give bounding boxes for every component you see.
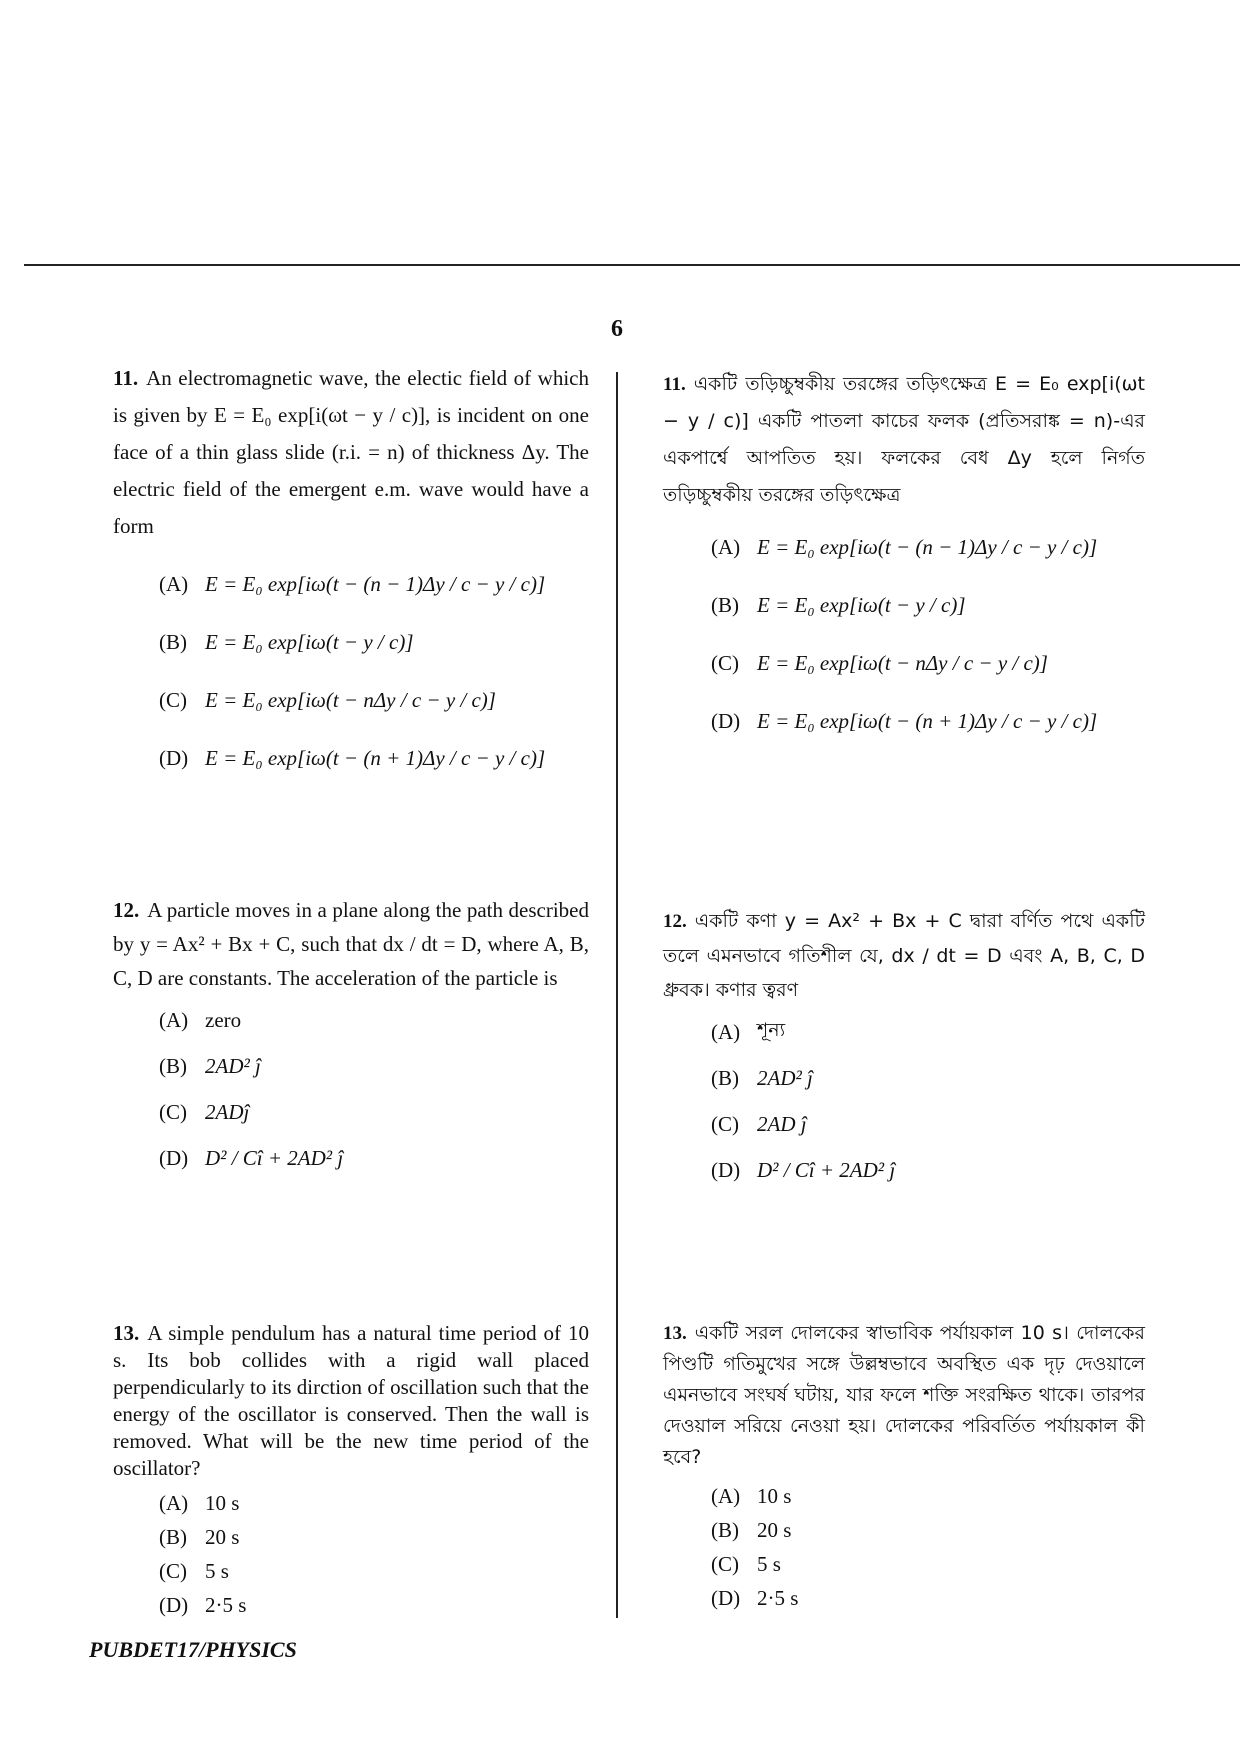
option-label: (D) bbox=[711, 708, 741, 733]
option-text: শূন্য bbox=[757, 1019, 786, 1041]
option-text: E = E₀ exp[iω(t − y / c)] bbox=[757, 592, 966, 617]
question-number: 13. bbox=[113, 1321, 140, 1345]
question-13-bn bbox=[645, 1318, 1145, 1615]
option-label: (B) bbox=[711, 1517, 739, 1542]
option-label: (C) bbox=[711, 1551, 739, 1576]
option-b[interactable] bbox=[159, 613, 589, 671]
option-label: (D) bbox=[711, 1585, 741, 1610]
option-label: (A) bbox=[159, 1490, 189, 1515]
question-number: 12. bbox=[663, 911, 687, 932]
question-11-bn bbox=[645, 366, 1145, 750]
question-text: A simple pendulum has a natural time period of 10 s. Its bob collides with a rigid wall placed perpendicularly to its dirction of oscillation such that the energy of the oscillator is conserved. Then the wall is removed. What will be the new time period of the oscillator? bbox=[113, 1321, 589, 1480]
question-number: 13. bbox=[663, 1323, 687, 1344]
option-b[interactable] bbox=[711, 576, 1145, 634]
option-label: (C) bbox=[711, 650, 739, 675]
option-a[interactable] bbox=[711, 518, 1145, 576]
option-text: E = E₀ exp[iω(t − nΔy / c − y / c)] bbox=[757, 650, 1048, 675]
option-b[interactable] bbox=[711, 1513, 1145, 1547]
option-label: (B) bbox=[711, 1065, 739, 1090]
option-a[interactable] bbox=[159, 1486, 589, 1520]
question-number: 11. bbox=[663, 374, 686, 395]
option-text: 2·5 s bbox=[205, 1592, 247, 1617]
question-stem bbox=[89, 1320, 589, 1482]
option-d[interactable] bbox=[159, 1588, 589, 1622]
option-d[interactable] bbox=[711, 1147, 1145, 1193]
question-text: একটি তড়িচ্চুম্বকীয় তরঙ্গের তড়িৎক্ষেত্র E = E₀ exp[i(ωt − y / c)] একটি পাতলা কাচের ফলক (প্রতিসরাঙ্ক = n)-এর একপার্শ্বে আপতিত হয়। ফলকের বেধ Δy হলে নির্গত তড়িচ্চুম্বকীয় তরঙ্গের তড়িৎক্ষেত্র bbox=[663, 373, 1145, 506]
option-text: D² / Cî + 2AD² ĵ bbox=[205, 1145, 344, 1170]
option-text: E = E₀ exp[iω(t − (n − 1)Δy / c − y / c)] bbox=[757, 534, 1098, 559]
option-label: (A) bbox=[711, 1483, 741, 1508]
option-c[interactable] bbox=[711, 1101, 1145, 1147]
option-text: 2ADĵ bbox=[205, 1099, 250, 1124]
option-c[interactable] bbox=[159, 1089, 589, 1135]
option-label: (C) bbox=[159, 687, 187, 712]
question-12-bn bbox=[645, 904, 1145, 1193]
option-label: (B) bbox=[159, 1524, 187, 1549]
page-number: 6 bbox=[611, 316, 623, 342]
question-13-en bbox=[89, 1320, 589, 1622]
option-a[interactable] bbox=[711, 1479, 1145, 1513]
option-c[interactable] bbox=[159, 671, 589, 729]
question-11-en bbox=[89, 360, 589, 787]
option-text: 20 s bbox=[205, 1524, 240, 1549]
option-text: E = E₀ exp[iω(t − (n + 1)Δy / c − y / c)] bbox=[757, 708, 1098, 733]
question-12-en bbox=[89, 893, 589, 1181]
question-text: একটি কণা y = Ax² + Bx + C দ্বারা বর্ণিত পথে একটি তলে এমনভাবে গতিশীল যে, dx / dt = D এবং A, B, C, D ধ্রুবক। কণার ত্বরণ bbox=[663, 910, 1145, 1001]
question-number: 11. bbox=[113, 366, 139, 390]
option-text: 2AD² ĵ bbox=[757, 1065, 813, 1090]
option-label: (A) bbox=[159, 571, 189, 596]
options-list bbox=[159, 555, 589, 787]
question-stem bbox=[645, 366, 1145, 514]
option-label: (B) bbox=[711, 592, 739, 617]
option-label: (C) bbox=[159, 1099, 187, 1124]
option-b[interactable] bbox=[159, 1520, 589, 1554]
option-text: D² / Cî + 2AD² ĵ bbox=[757, 1157, 896, 1182]
question-stem bbox=[645, 1318, 1145, 1473]
option-label: (D) bbox=[711, 1157, 741, 1182]
option-label: (D) bbox=[159, 1592, 189, 1617]
option-text: 2·5 s bbox=[757, 1585, 799, 1610]
options-list bbox=[159, 997, 589, 1181]
option-label: (B) bbox=[159, 629, 187, 654]
question-text: An electromagnetic wave, the electic field of which is given by E = E₀ exp[i(ωt − y / c)], is incident on one face of a thin glass slide (r.i. = n) of thickness Δy. The electric field of the emergent e.m. wave would have a form bbox=[113, 366, 589, 538]
option-text: E = E₀ exp[iω(t − nΔy / c − y / c)] bbox=[205, 687, 496, 712]
option-d[interactable] bbox=[159, 1135, 589, 1181]
question-stem bbox=[645, 904, 1145, 1007]
options-list bbox=[711, 1009, 1145, 1193]
option-text: E = E₀ exp[iω(t − (n − 1)Δy / c − y / c)] bbox=[205, 571, 546, 596]
question-stem bbox=[89, 360, 589, 545]
options-list bbox=[711, 1479, 1145, 1615]
options-list bbox=[159, 1486, 589, 1622]
option-label: (B) bbox=[159, 1053, 187, 1078]
option-label: (A) bbox=[711, 1019, 741, 1044]
option-text: zero bbox=[205, 1007, 242, 1032]
option-c[interactable] bbox=[711, 1547, 1145, 1581]
question-text: একটি সরল দোলকের স্বাভাবিক পর্যায়কাল 10 s। দোলকের পিণ্ডটি গতিমুখের সঙ্গে উল্লম্বভাবে অবস্থিত এক দৃঢ় দেওয়ালে এমনভাবে সংঘর্ষ ঘটায়, যার ফলে শক্তি সংরক্ষিত থাকে। তারপর দেওয়াল সরিয়ে নেওয়া হয়। দোলকের পরিবর্তিত পর্যায়কাল কী হবে? bbox=[663, 1322, 1145, 1468]
question-number: 12. bbox=[113, 898, 140, 922]
option-b[interactable] bbox=[711, 1055, 1145, 1101]
option-label: (D) bbox=[159, 1145, 189, 1170]
option-text: 10 s bbox=[757, 1483, 792, 1508]
option-text: E = E₀ exp[iω(t − y / c)] bbox=[205, 629, 414, 654]
options-list bbox=[711, 518, 1145, 750]
option-text: 5 s bbox=[757, 1551, 781, 1576]
top-rule bbox=[24, 264, 1240, 266]
option-b[interactable] bbox=[159, 1043, 589, 1089]
column-divider bbox=[616, 372, 618, 1618]
option-text: 2AD ĵ bbox=[757, 1111, 807, 1136]
option-c[interactable] bbox=[159, 1554, 589, 1588]
option-label: (C) bbox=[711, 1111, 739, 1136]
option-label: (C) bbox=[159, 1558, 187, 1583]
option-text: 2AD² ĵ bbox=[205, 1053, 261, 1078]
option-label: (A) bbox=[159, 1007, 189, 1032]
option-label: (A) bbox=[711, 534, 741, 559]
question-text: A particle moves in a plane along the path described by y = Ax² + Bx + C, such that dx / dt = D, where A, B, C, D are constants. The acceleration of the particle is bbox=[113, 898, 589, 990]
option-label: (D) bbox=[159, 745, 189, 770]
footer-code: PUBDET17/PHYSICS bbox=[89, 1637, 297, 1662]
option-a[interactable] bbox=[711, 1009, 1145, 1055]
option-c[interactable] bbox=[711, 634, 1145, 692]
option-text: 10 s bbox=[205, 1490, 240, 1515]
option-a[interactable] bbox=[159, 555, 589, 613]
question-stem bbox=[89, 893, 589, 995]
option-text: 5 s bbox=[205, 1558, 229, 1583]
option-d[interactable] bbox=[159, 729, 589, 787]
option-a[interactable] bbox=[159, 997, 589, 1043]
option-d[interactable] bbox=[711, 692, 1145, 750]
option-text: E = E₀ exp[iω(t − (n + 1)Δy / c − y / c)] bbox=[205, 745, 546, 770]
option-text: 20 s bbox=[757, 1517, 792, 1542]
option-d[interactable] bbox=[711, 1581, 1145, 1615]
